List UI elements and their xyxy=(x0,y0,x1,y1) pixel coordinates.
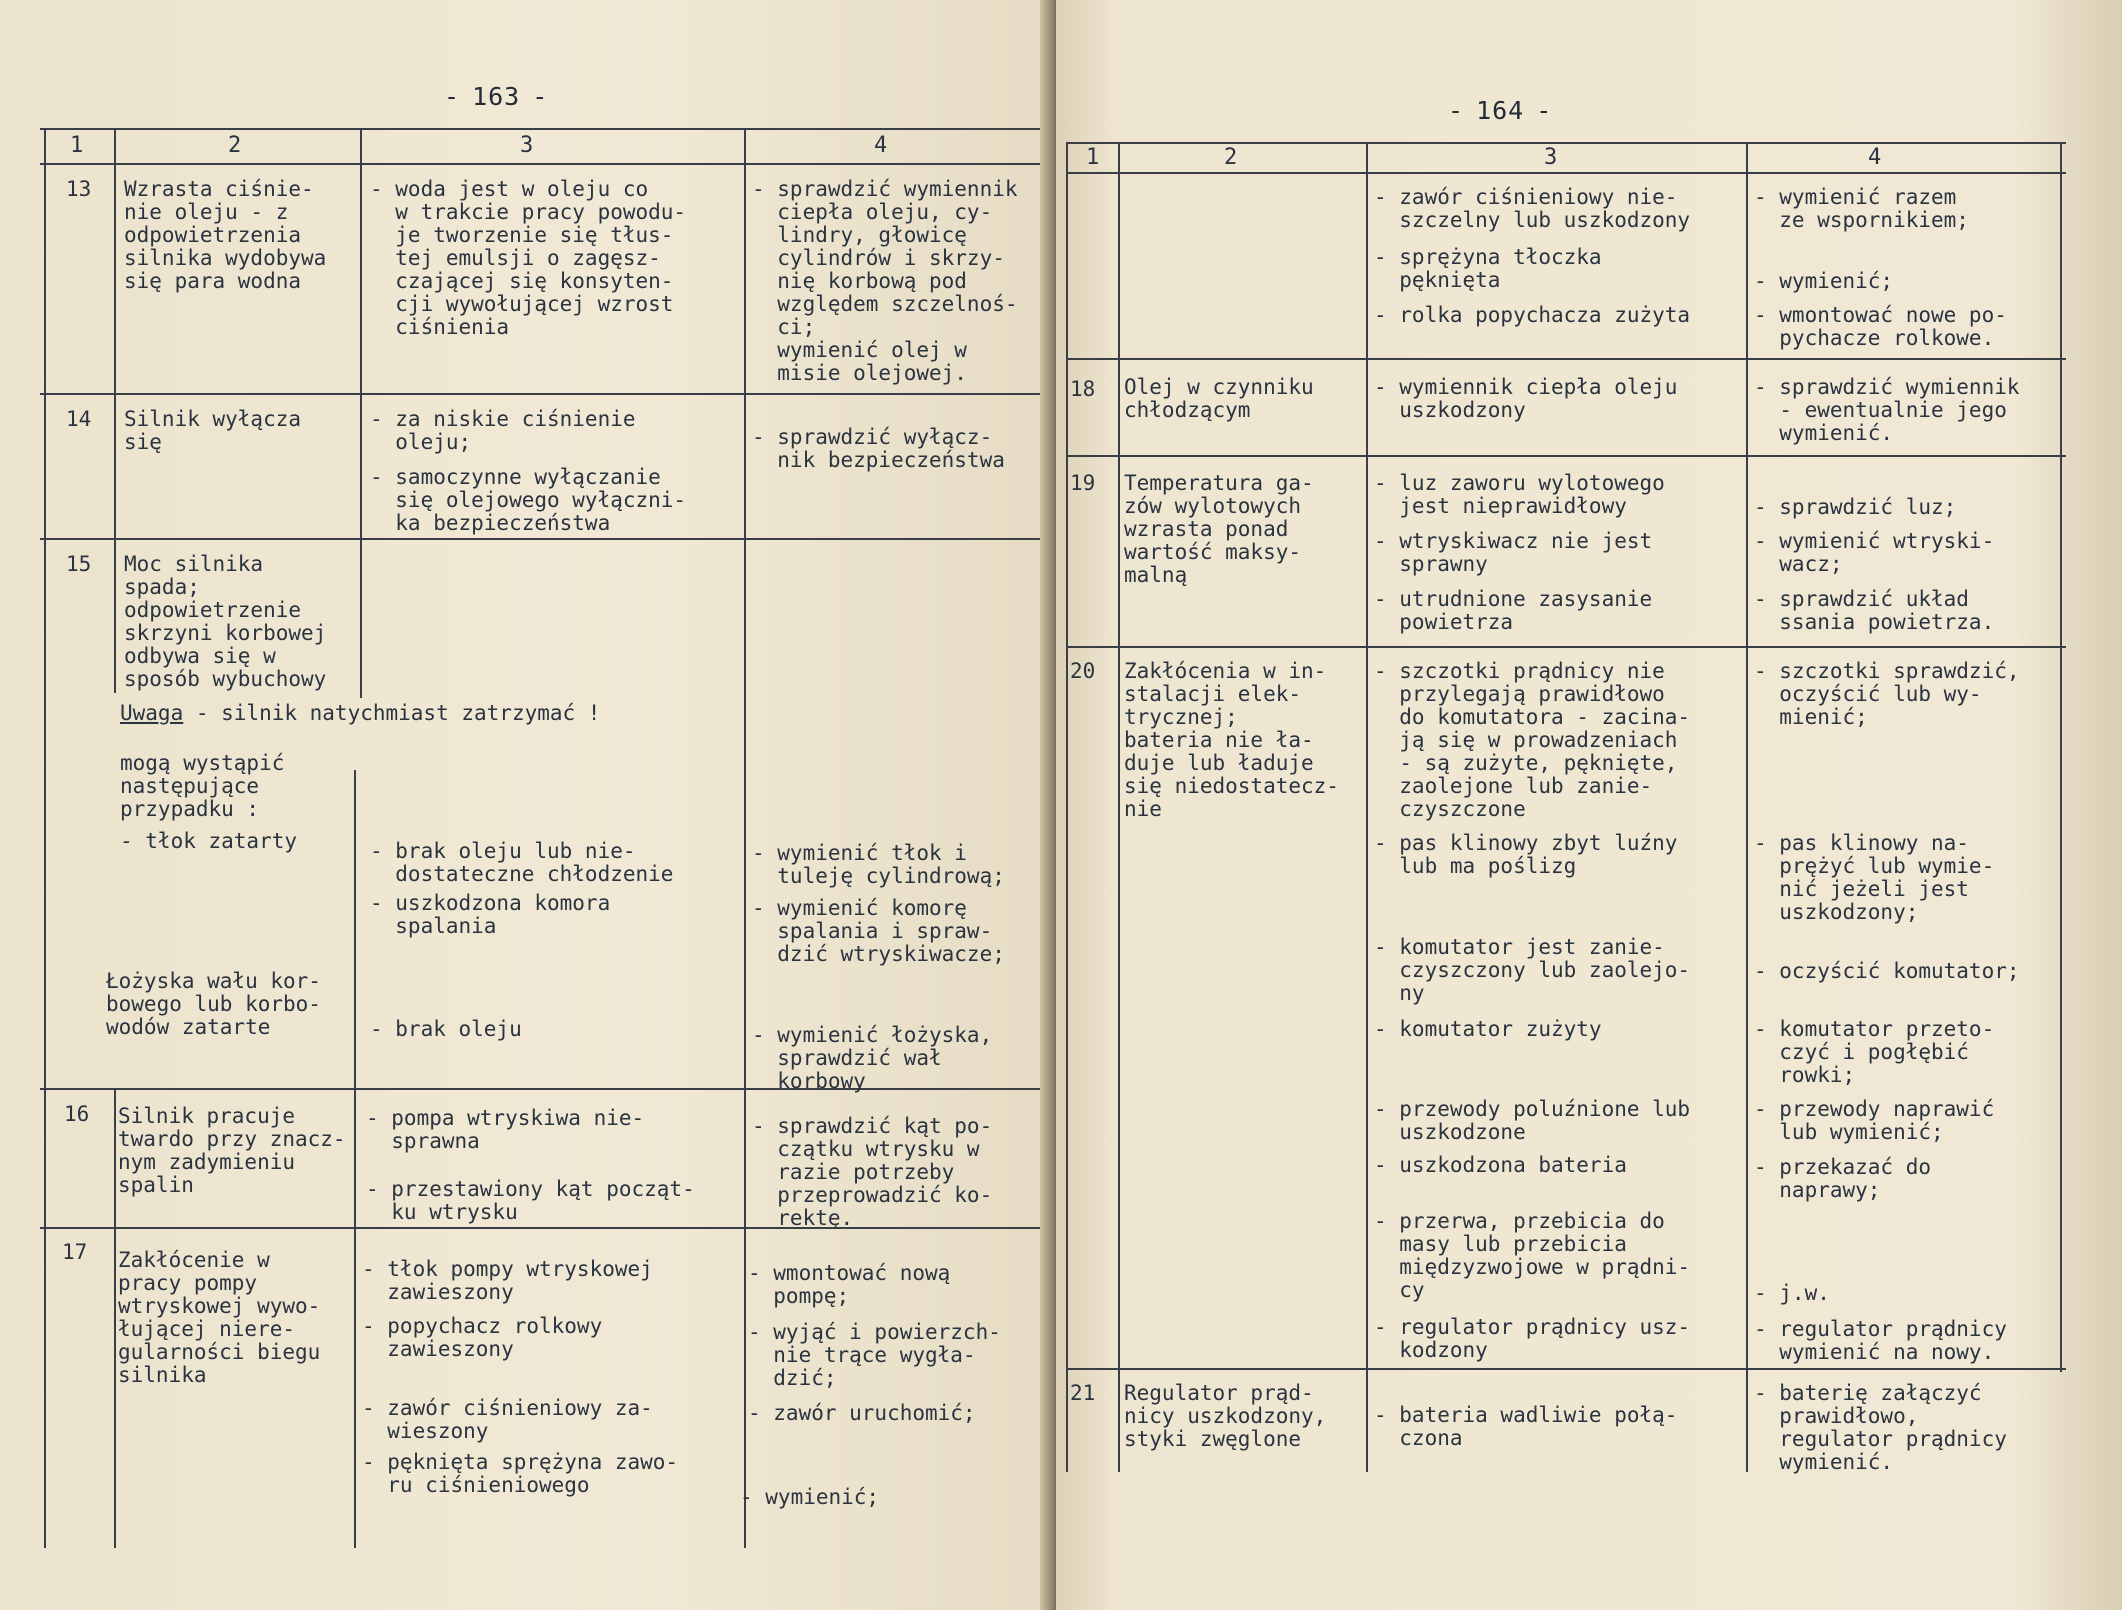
row-rule-14 xyxy=(40,393,1045,395)
symptom-cell: Temperatura ga- zów wylotowych wzrasta ponad wartość maksy- malną xyxy=(1124,471,1314,587)
row-number: 20 xyxy=(1070,659,1096,683)
symptom-cell: Olej w czynniku chłodzącym xyxy=(1124,375,1314,422)
remedy-text: - wmontować nową pompę; xyxy=(748,1261,951,1308)
header-col-4: 4 xyxy=(874,133,888,158)
row-number: 17 xyxy=(62,1240,88,1264)
col-rule-3 xyxy=(744,128,746,1548)
row-number: 16 xyxy=(64,1102,90,1126)
remedy-text: - szczotki sprawdzić, oczyścić lub wy- mienić; xyxy=(1754,659,2020,729)
cause-text: - pompa wtryskiwa nie- sprawna xyxy=(366,1106,645,1153)
row-number: 18 xyxy=(1070,377,1096,401)
table-top-rule xyxy=(40,128,1045,130)
left-page xyxy=(0,0,1052,1610)
warning-text: - silnik natychmiast zatrzymać ! xyxy=(183,701,601,725)
remedy-text: - przewody naprawić lub wymienić; xyxy=(1754,1097,1995,1144)
cause-text: - zawór ciśnieniowy nie- szczelny lub uszkodzony xyxy=(1374,185,1691,232)
header-rule xyxy=(1066,172,2066,174)
cause-text: - pęknięta sprężyna zawo- ru ciśnieniowego xyxy=(362,1450,679,1497)
col-rule-3 xyxy=(1746,142,1748,1472)
row-number: 13 xyxy=(66,177,92,201)
remedy-text: - wymienić; xyxy=(740,1485,880,1509)
cause-text: - regulator prądnicy usz- kodzony xyxy=(1374,1315,1691,1362)
header-col-1: 1 xyxy=(1086,145,1100,170)
remedy-text: - baterię załączyć prawidłowo, regulator prądnicy wymienić. xyxy=(1754,1381,2007,1474)
col-rule-2a xyxy=(360,128,362,698)
col-rule-1 xyxy=(1118,142,1120,1472)
table-right-border xyxy=(2060,142,2062,1372)
symptom-cell: Regulator prąd- nicy uszkodzony, styki zwęglone xyxy=(1124,1381,1327,1451)
row-rule-15 xyxy=(40,538,1045,540)
cause-text: - tłok pompy wtryskowej zawieszony xyxy=(362,1257,653,1304)
remedy-text: - zawór uruchomić; xyxy=(748,1401,976,1425)
remedy-text: - wmontować nowe po- pychacze rolkowe. xyxy=(1754,303,2007,350)
col-rule-2b xyxy=(354,770,356,1548)
cause-text: - samoczynne wyłączanie się olejowego wyłączni- ka bezpieczeństwa xyxy=(370,465,687,535)
symptom-cell: Zakłócenia w in- stalacji elek- trycznej; bateria nie ła- duje lub ładuje się niedostatecz- nie xyxy=(1124,659,1339,821)
cause-text: - utrudnione zasysanie powietrza xyxy=(1374,587,1653,634)
cause-text: - pas klinowy zbyt luźny lub ma poślizg xyxy=(1374,831,1678,878)
cause-text: - uszkodzona komora spalania xyxy=(370,891,611,938)
cause-text: - brak oleju lub nie- dostateczne chłodzenie xyxy=(370,839,674,886)
symptom-cell: Zakłócenie w pracy pompy wtryskowej wywo- łującej niere- gularności biegu silnika xyxy=(118,1248,321,1387)
cause-text: - rolka popychacza zużyta xyxy=(1374,303,1691,327)
remedy-text: - wymienić komorę spalania i spraw- dzić wtryskiwacze; xyxy=(752,896,1005,966)
cause-text: - komutator jest zanie- czyszczony lub zaolejo- ny xyxy=(1374,935,1691,1005)
remedy-text: - wymienić razem ze wspornikiem; xyxy=(1754,185,1969,232)
cause-text: - przewody poluźnione lub uszkodzone xyxy=(1374,1097,1691,1144)
cause-text: - popychacz rolkowy zawieszony xyxy=(362,1314,603,1361)
header-col-2: 2 xyxy=(228,133,242,158)
col-rule-1a xyxy=(114,128,116,693)
remedy-text: - sprawdzić wymiennik ciepła oleju, cy- lindry, głowicę cylindrów i skrzy- nię korbową pod względem szczelnoś- ci; wymienić olej w misie olejowej. xyxy=(752,177,1018,385)
cause-text: - uszkodzona bateria xyxy=(1374,1153,1627,1177)
cause-text: - wymiennik ciepła oleju uszkodzony xyxy=(1374,375,1678,422)
table-left-border xyxy=(44,128,46,1548)
right-page xyxy=(1056,0,2122,1610)
remedy-text: - sprawdzić wymiennik - ewentualnie jego wymienić. xyxy=(1754,375,2020,445)
row-number: 14 xyxy=(66,407,92,431)
header-col-3: 3 xyxy=(1544,145,1558,170)
remedy-text: - komutator przeto- czyć i pogłębić rowki; xyxy=(1754,1017,1995,1087)
row-rule-19 xyxy=(1066,455,2066,457)
page-number-164: - 164 - xyxy=(1448,96,1553,125)
page-number-163: - 163 - xyxy=(444,82,549,111)
remedy-text: - regulator prądnicy wymienić na nowy. xyxy=(1754,1317,2007,1364)
cause-text: - szczotki prądnicy nie przylegają prawidłowo do komutatora - zacina- ją się w prowadzeniach - są zużyte, pęknięte, zaolejone lub zanie- czyszczone xyxy=(1374,659,1691,821)
remedy-text: - wymienić wtryski- wacz; xyxy=(1754,529,1995,576)
remedy-text: - pas klinowy na- prężyć lub wymie- nić jeżeli jest uszkodzony; xyxy=(1754,831,1995,924)
remedy-text: - przekazać do naprawy; xyxy=(1754,1155,1932,1202)
cause-text: - woda jest w oleju co w trakcie pracy powodu- je tworzenie się tłus- tej emulsji o zagęsz- czającej się konsyten- cji wywołującej wzrost ciśnienia xyxy=(370,177,687,339)
table-left-border xyxy=(1066,142,1068,1472)
row-rule-18 xyxy=(1066,358,2066,360)
row-number: 19 xyxy=(1070,471,1096,495)
header-col-3: 3 xyxy=(520,133,534,158)
cause-text: - luz zaworu wylotowego jest nieprawidłowy xyxy=(1374,471,1665,518)
remedy-text: - sprawdzić luz; xyxy=(1754,495,1957,519)
remedy-text: - wymienić łożyska, sprawdzić wał korbowy xyxy=(752,1023,993,1093)
row-rule-21 xyxy=(1066,1368,2066,1370)
warning-note xyxy=(120,702,600,725)
remedy-text: - sprawdzić kąt po- czątku wtrysku w razie potrzeby przeprowadzić ko- rektę. xyxy=(752,1114,993,1230)
symptom-cell: Wzrasta ciśnie- nie oleju - z odpowietrzenia silnika wydobywa się para wodna xyxy=(124,177,327,293)
symptom-cell: Silnik pracuje twardo przy znacz- nym zadymieniu spalin xyxy=(118,1104,346,1197)
header-col-1: 1 xyxy=(70,133,84,158)
header-col-4: 4 xyxy=(1868,145,1882,170)
symptom-cell: Moc silnika spada; odpowietrzenie skrzyni korbowej odbywa się w sposób wybuchowy xyxy=(124,552,327,691)
remedy-text: - wyjąć i powierzch- nie trące wygła- dzić; xyxy=(748,1320,1001,1390)
subcase-symptom: - tłok zatarty xyxy=(120,829,298,853)
symptom-cell: Silnik wyłącza się xyxy=(124,407,302,454)
remedy-text: - oczyścić komutator; xyxy=(1754,959,2020,983)
cause-text: - zawór ciśnieniowy za- wieszony xyxy=(362,1396,653,1443)
cause-text: - przerwa, przebicia do masy lub przebicia międzyzwojowe w prądni- cy xyxy=(1374,1209,1691,1302)
subcase-intro: mogą wystąpić następujące przypadku : xyxy=(120,751,285,821)
cause-text: - bateria wadliwie połą- czona xyxy=(1374,1403,1678,1450)
col-rule-2 xyxy=(1366,142,1368,1472)
remedy-text: - j.w. xyxy=(1754,1281,1830,1305)
remedy-text: - wymienić; xyxy=(1754,269,1894,293)
remedy-text: - wymienić tłok i tuleję cylindrową; xyxy=(752,841,1005,888)
header-rule xyxy=(40,163,1045,165)
cause-text: - brak oleju xyxy=(370,1017,522,1041)
remedy-text: - sprawdzić wyłącz- nik bezpieczeństwa xyxy=(752,425,1005,472)
cause-text: - przestawiony kąt począt- ku wtrysku xyxy=(366,1177,695,1224)
table-top-rule xyxy=(1066,142,2066,144)
row-number: 15 xyxy=(66,552,92,576)
cause-text: - sprężyna tłoczka pęknięta xyxy=(1374,245,1602,292)
header-col-2: 2 xyxy=(1224,145,1238,170)
row-rule-20 xyxy=(1066,646,2066,648)
subcase-symptom: Łożyska wału kor- bowego lub korbo- wodów zatarte xyxy=(106,969,321,1039)
warning-label: Uwaga xyxy=(120,701,184,725)
cause-text: - za niskie ciśnienie oleju; xyxy=(370,407,636,454)
cause-text: - komutator zużyty xyxy=(1374,1017,1602,1041)
cause-text: - wtryskiwacz nie jest sprawny xyxy=(1374,529,1653,576)
row-number: 21 xyxy=(1070,1381,1096,1405)
col-rule-1b xyxy=(114,1088,116,1548)
remedy-text: - sprawdzić układ ssania powietrza. xyxy=(1754,587,1995,634)
